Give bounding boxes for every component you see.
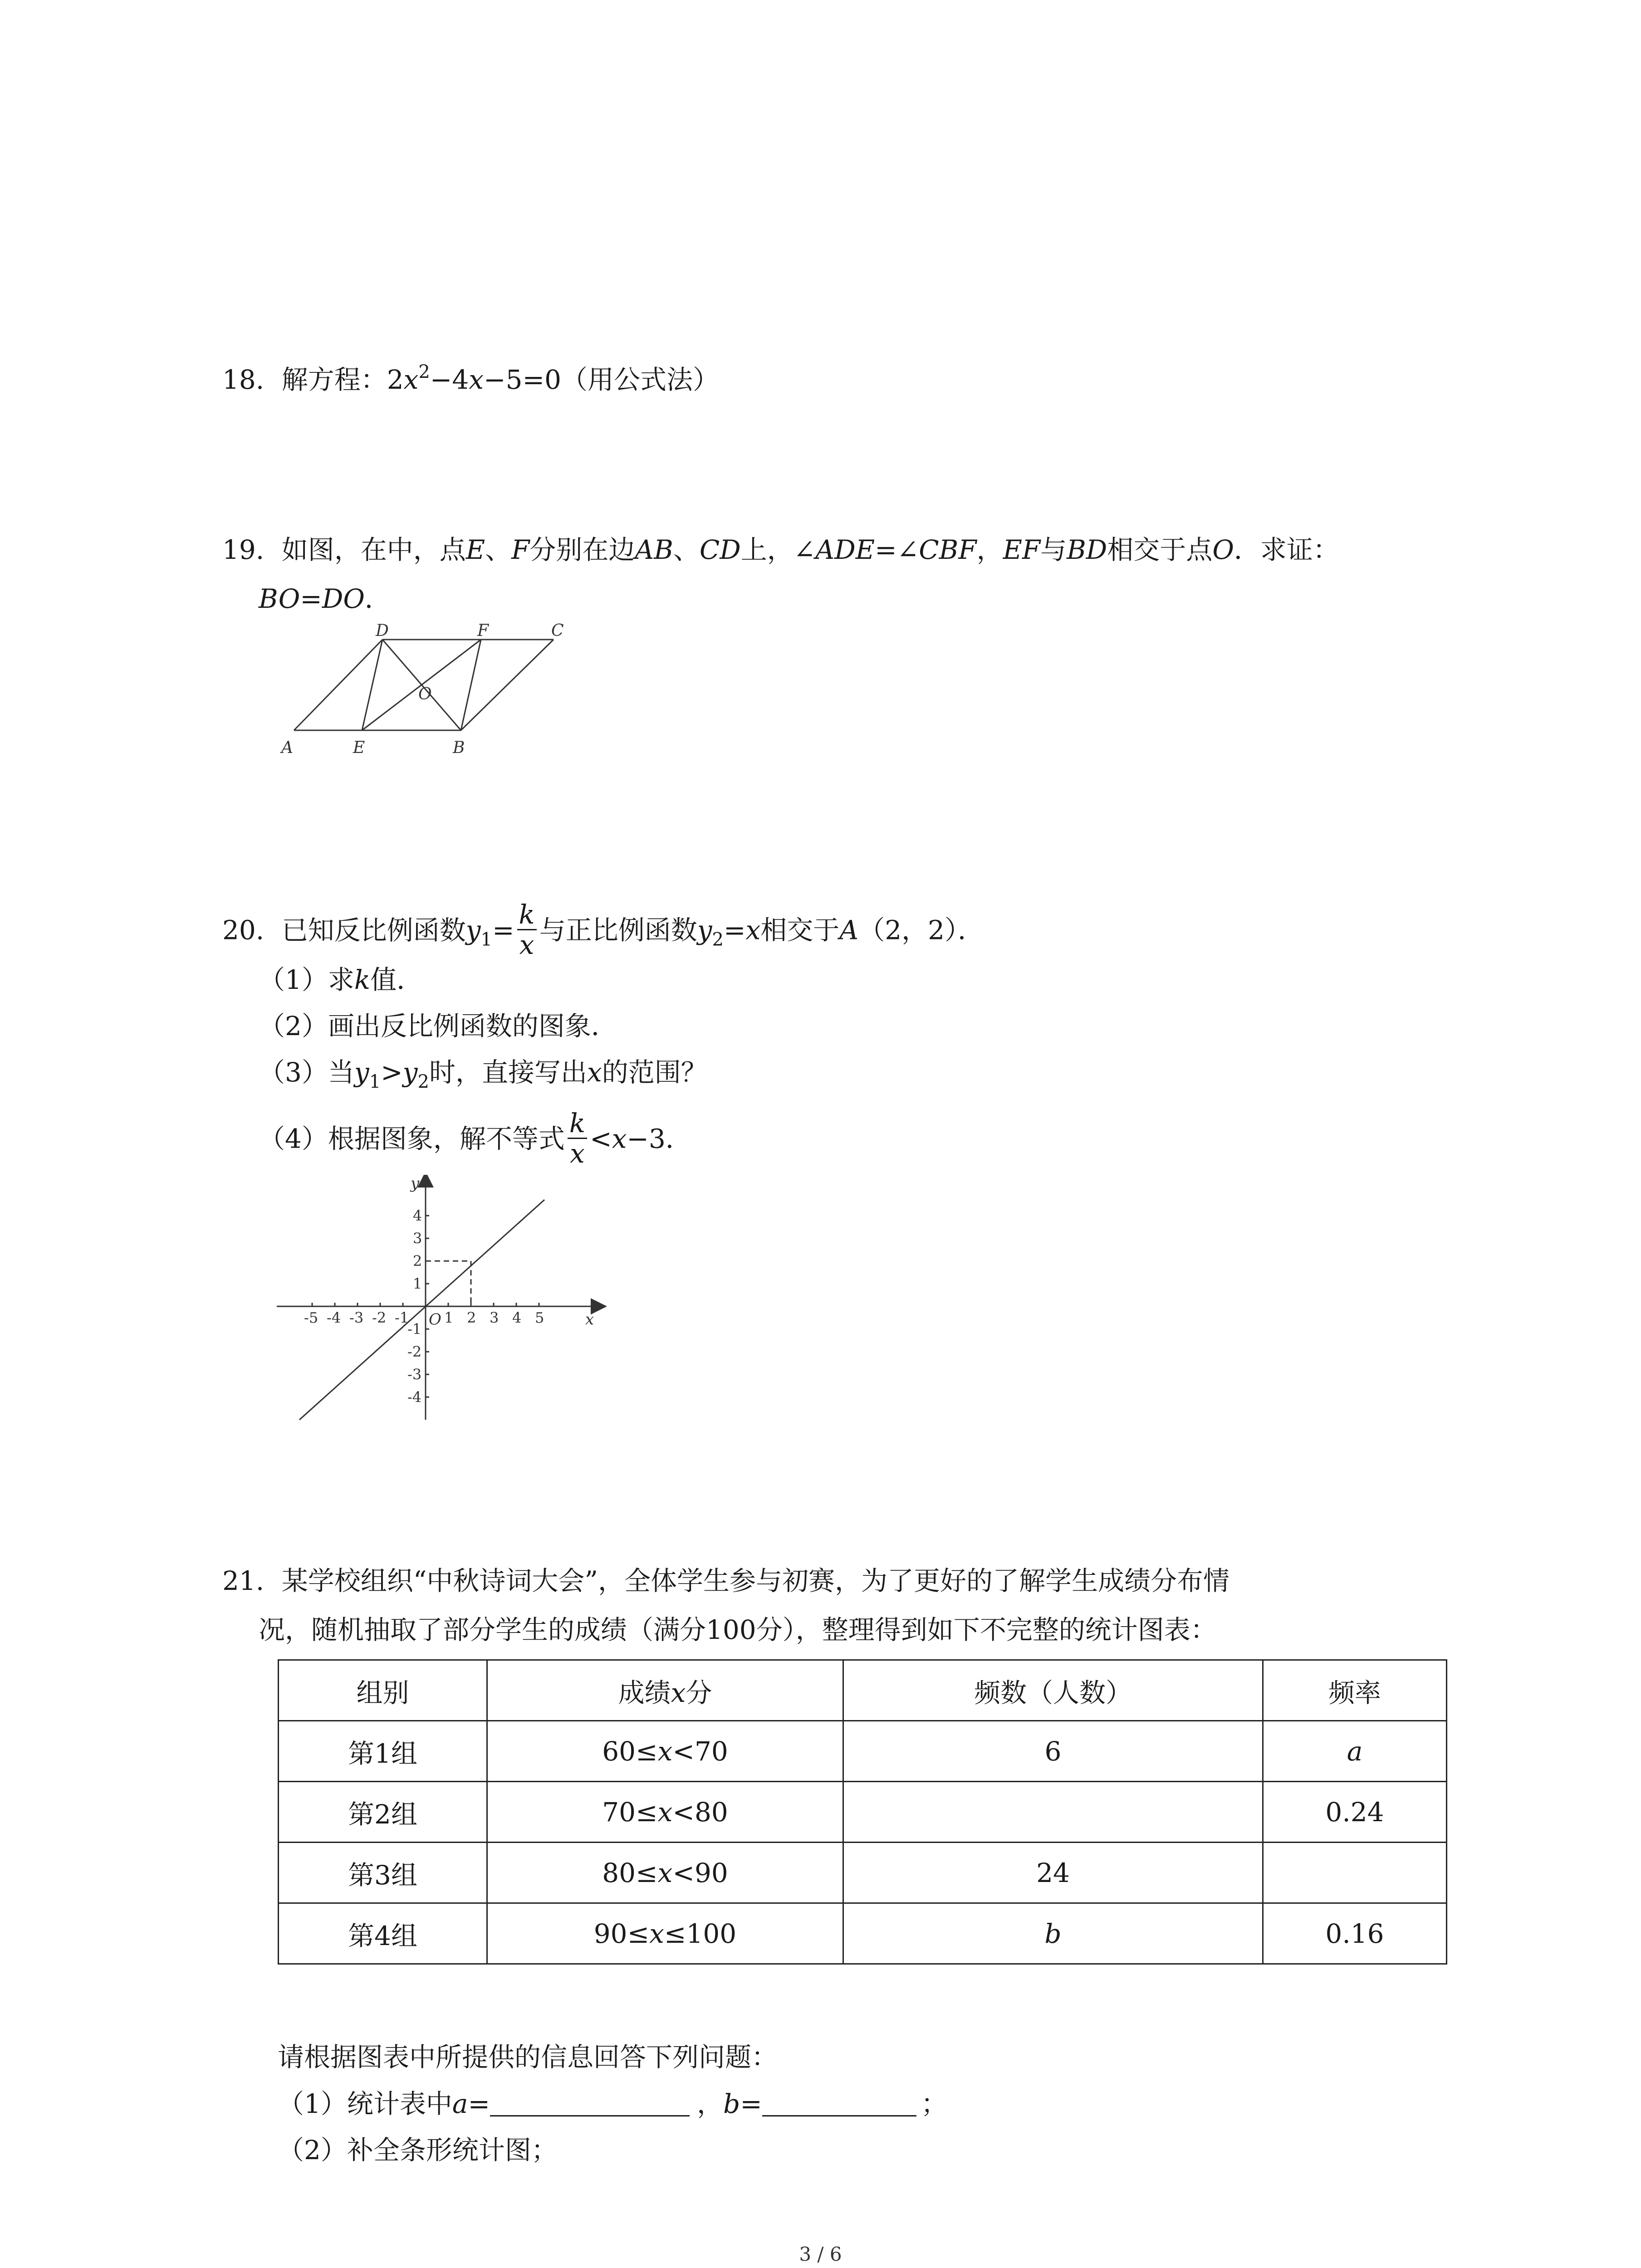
q18-intro: 解方程： bbox=[281, 364, 387, 395]
q19-with: 与 bbox=[1040, 534, 1067, 565]
q20-part3 bbox=[259, 1054, 707, 1100]
score-hi: <80 bbox=[672, 1796, 728, 1828]
answer-blank-a[interactable] bbox=[490, 2115, 690, 2116]
q19-E: E bbox=[465, 534, 485, 565]
q20-p3-text: 的范围？ bbox=[602, 1057, 707, 1088]
x-axis-label: x bbox=[585, 1310, 594, 1329]
q20-y: y bbox=[697, 914, 712, 946]
q19-DO: DO bbox=[322, 583, 365, 614]
q20-text: 已知反比例函数 bbox=[281, 914, 466, 946]
q21-s1-a: a bbox=[452, 2088, 468, 2119]
x-tick-label: -3 bbox=[349, 1309, 364, 1326]
x-tick-label: 2 bbox=[467, 1309, 476, 1326]
table-row bbox=[279, 1782, 1447, 1843]
q21-line1 bbox=[222, 1563, 1230, 1599]
q20-part2 bbox=[259, 1008, 617, 1044]
y-tick-label: 1 bbox=[413, 1275, 422, 1292]
q19-text: ．求证： bbox=[1234, 534, 1339, 565]
q20-coordinate-graph bbox=[272, 1175, 617, 1429]
q20-k: k bbox=[354, 964, 371, 995]
q20-point: （2，2）． bbox=[858, 914, 984, 946]
cell-score bbox=[487, 1903, 843, 1964]
x-tick-label: -2 bbox=[372, 1309, 387, 1326]
q20-x: x bbox=[587, 1057, 602, 1088]
label-F: F bbox=[477, 621, 489, 640]
q19-F: F bbox=[511, 534, 530, 565]
score-lo: 70≤ bbox=[602, 1796, 658, 1828]
q21-s1-eq: = bbox=[468, 2088, 490, 2119]
q20-number: 20. bbox=[222, 914, 265, 946]
q18-middle: −4 bbox=[430, 364, 469, 395]
q21-s1-label: （1） bbox=[278, 2088, 347, 2119]
q20-p4-label: （4） bbox=[259, 1123, 328, 1154]
q20-sub2: 2 bbox=[417, 1071, 429, 1092]
q20-x: x bbox=[745, 914, 761, 946]
header-rate: 频率 bbox=[1263, 1660, 1447, 1721]
q18-x2: x bbox=[469, 364, 484, 395]
q20-p3-text: 时，直接写出 bbox=[429, 1057, 588, 1088]
q21-number: 21. bbox=[222, 1565, 265, 1596]
q20-part4 bbox=[259, 1108, 692, 1171]
q21-sub2 bbox=[278, 2132, 558, 2168]
q20-sub1: 1 bbox=[369, 1071, 381, 1092]
q21-prompt bbox=[278, 2039, 778, 2075]
header-score-pre: 成绩 bbox=[618, 1677, 671, 1708]
q20-frac-k: k bbox=[517, 900, 537, 930]
q19-comma: ， bbox=[976, 534, 1003, 565]
q20-gt: > bbox=[381, 1057, 403, 1088]
q19-sep: 、 bbox=[673, 534, 700, 565]
q20-eq: = bbox=[492, 914, 514, 946]
q21-s1-eq: = bbox=[740, 2088, 762, 2119]
q18-exponent: 2 bbox=[418, 362, 430, 382]
q19-ADE: ADE bbox=[815, 534, 875, 565]
q21-s1-text: 统计表中 bbox=[347, 2088, 452, 2119]
y-tick-label: 2 bbox=[413, 1252, 422, 1270]
y-tick-label: 4 bbox=[413, 1207, 422, 1224]
answer-blank-b[interactable] bbox=[762, 2115, 916, 2116]
q19-CD: CD bbox=[699, 534, 741, 565]
x-tick-label: -4 bbox=[327, 1309, 341, 1326]
q21-text-line1: 某学校组织“中秋诗词大会”，全体学生参与初赛，为了更好的了解学生成绩分布情 bbox=[281, 1565, 1230, 1596]
score-lo: 90≤ bbox=[593, 1918, 650, 1949]
score-hi: ≤100 bbox=[664, 1918, 737, 1949]
y-tick-label: -1 bbox=[407, 1320, 422, 1338]
q19-AB: AB bbox=[635, 534, 673, 565]
q21-text-line2: 况，随机抽取了部分学生的成绩（满分100分），整理得到如下不完整的统计图表： bbox=[259, 1614, 1217, 1645]
q20-part1 bbox=[259, 962, 423, 998]
header-frequency: 频数（人数） bbox=[843, 1660, 1263, 1721]
origin-label: O bbox=[429, 1310, 441, 1329]
cell-score bbox=[487, 1843, 843, 1903]
q20-lt: < bbox=[590, 1123, 612, 1154]
table-row bbox=[279, 1721, 1447, 1782]
q20-p4-text: 根据图象，解不等式 bbox=[328, 1123, 565, 1154]
x-tick-label: 1 bbox=[444, 1309, 454, 1326]
edge-AD bbox=[294, 640, 382, 730]
cell-rate: 0.24 bbox=[1263, 1782, 1447, 1843]
q21-sub1 bbox=[278, 2086, 947, 2122]
cell-group: 第3组 bbox=[279, 1843, 487, 1903]
q19-text: 分别在边 bbox=[529, 534, 635, 565]
edge-BC bbox=[461, 640, 554, 730]
q20-p4-tail: −3． bbox=[627, 1123, 692, 1154]
q20-p3-label: （3） bbox=[259, 1057, 328, 1088]
label-E: E bbox=[353, 738, 365, 757]
q20-y: y bbox=[465, 914, 481, 946]
q20-A: A bbox=[839, 914, 859, 946]
score-lo: 80≤ bbox=[602, 1857, 658, 1888]
cell-rate: a bbox=[1263, 1721, 1447, 1782]
header-score-var: x bbox=[671, 1677, 686, 1708]
cell-frequency: 24 bbox=[843, 1843, 1263, 1903]
q19-EF: EF bbox=[1003, 534, 1041, 565]
header-score-post: 分 bbox=[686, 1677, 712, 1708]
q20-frac-k: k bbox=[568, 1109, 587, 1139]
label-D: D bbox=[376, 621, 389, 640]
q18-coef: 2 bbox=[387, 364, 404, 395]
q21-prompt-text: 请根据图表中所提供的信息回答下列问题： bbox=[278, 2042, 778, 2072]
score-var: x bbox=[657, 1796, 673, 1828]
cell-group: 第2组 bbox=[279, 1782, 487, 1843]
q20-text: 相交于 bbox=[760, 914, 840, 946]
score-var: x bbox=[649, 1918, 664, 1949]
q20-y: y bbox=[402, 1057, 418, 1088]
q19-BO: BO bbox=[259, 583, 300, 614]
q20-text: 与正比例函数 bbox=[539, 914, 697, 946]
header-score bbox=[487, 1660, 843, 1721]
q19-text: 相交于点 bbox=[1107, 534, 1213, 565]
cell-group: 第1组 bbox=[279, 1721, 487, 1782]
label-O: O bbox=[418, 685, 432, 704]
q19-eq: = bbox=[300, 583, 322, 614]
q21-statistics-table bbox=[278, 1659, 1447, 1965]
score-hi: <90 bbox=[672, 1857, 728, 1888]
label-A: A bbox=[281, 738, 293, 757]
q21-s2-label: （2） bbox=[278, 2135, 347, 2165]
q18-note: （用公式法） bbox=[561, 364, 720, 395]
q20-fraction bbox=[517, 900, 537, 959]
q20-frac-x: x bbox=[570, 1138, 585, 1169]
q20-x: x bbox=[612, 1123, 627, 1154]
table-header-row bbox=[279, 1660, 1447, 1721]
cell-score bbox=[487, 1721, 843, 1782]
q19-number: 19. bbox=[222, 534, 265, 565]
q19-parallelogram-figure bbox=[272, 621, 590, 758]
x-tick-label: 3 bbox=[490, 1309, 499, 1326]
q20-p4-fraction bbox=[568, 1109, 587, 1168]
q21-s2-text: 补全条形统计图； bbox=[347, 2135, 558, 2165]
q20-p1-label: （1） bbox=[259, 964, 328, 995]
q20-p1-text: 求 bbox=[328, 964, 354, 995]
cell-frequency: b bbox=[843, 1903, 1263, 1964]
q21-s1-comma: ， bbox=[697, 2088, 724, 2119]
x-tick-label: -5 bbox=[304, 1309, 318, 1326]
q19-O: O bbox=[1212, 534, 1234, 565]
q18-number: 18. bbox=[222, 364, 265, 395]
y-tick-label: -2 bbox=[407, 1343, 422, 1360]
table-row bbox=[279, 1843, 1447, 1903]
q19-text: 上，∠ bbox=[740, 534, 816, 565]
q20-sub2: 2 bbox=[712, 929, 724, 950]
x-tick-label: -1 bbox=[395, 1309, 409, 1326]
page-number: 3 / 6 bbox=[799, 2243, 842, 2265]
q19-line2 bbox=[259, 581, 391, 617]
q19-sep: 、 bbox=[485, 534, 512, 565]
q20-sub1: 1 bbox=[480, 929, 492, 950]
score-lo: 60≤ bbox=[602, 1735, 658, 1767]
score-var: x bbox=[657, 1735, 673, 1767]
score-var: x bbox=[657, 1857, 673, 1888]
q18-tail: −5=0 bbox=[484, 364, 561, 395]
cell-frequency bbox=[843, 1782, 1263, 1843]
x-tick-label: 4 bbox=[512, 1309, 522, 1326]
y-axis-label: y bbox=[411, 1175, 420, 1193]
q18-x: x bbox=[403, 364, 419, 395]
cell-group: 第4组 bbox=[279, 1903, 487, 1964]
q20-p2-text: 画出反比例函数的图象． bbox=[328, 1011, 617, 1041]
x-tick-label: 5 bbox=[535, 1309, 544, 1326]
y-tick-label: -4 bbox=[407, 1388, 422, 1406]
q20-y: y bbox=[354, 1057, 369, 1088]
y-tick-label: 3 bbox=[413, 1230, 422, 1247]
header-group: 组别 bbox=[279, 1660, 487, 1721]
score-hi: <70 bbox=[672, 1735, 728, 1767]
table-row bbox=[279, 1903, 1447, 1964]
y-tick-label: -3 bbox=[407, 1366, 422, 1383]
label-B: B bbox=[453, 738, 465, 757]
q20-p2-label: （2） bbox=[259, 1011, 328, 1041]
q18 bbox=[222, 354, 719, 398]
q20-p3-text: 当 bbox=[328, 1057, 354, 1088]
q19-BD: BD bbox=[1067, 534, 1107, 565]
cell-rate: 0.16 bbox=[1263, 1903, 1447, 1964]
q20-frac-x: x bbox=[519, 929, 534, 960]
q19-text: 如图，在中，点 bbox=[281, 534, 466, 565]
q20-p1-end: 值． bbox=[370, 964, 423, 995]
cell-rate bbox=[1263, 1843, 1447, 1903]
label-C: C bbox=[551, 621, 564, 640]
q19-line1 bbox=[222, 532, 1339, 568]
q20-line1 bbox=[222, 899, 984, 962]
cell-score bbox=[487, 1782, 843, 1843]
q19-CBF: CBF bbox=[919, 534, 977, 565]
q21-s1-b: b bbox=[723, 2088, 740, 2119]
q21-line2 bbox=[259, 1612, 1217, 1648]
q21-s1-end: ； bbox=[921, 2088, 947, 2119]
q19-end: ． bbox=[364, 583, 391, 614]
q20-eq: = bbox=[723, 914, 746, 946]
q19-eq: =∠ bbox=[875, 534, 919, 565]
cell-frequency: 6 bbox=[843, 1721, 1263, 1782]
